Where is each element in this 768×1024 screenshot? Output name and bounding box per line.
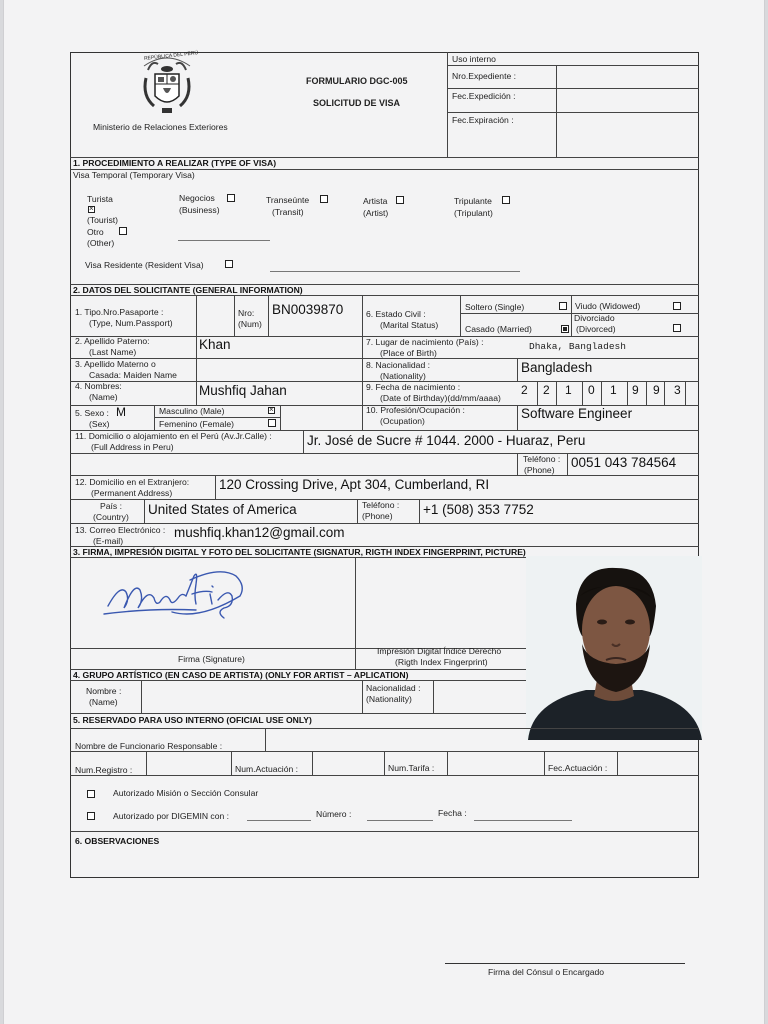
resident-visa-checkbox[interactable]: [225, 260, 233, 268]
section5-title: 5. RESERVADO PARA USO INTERNO (OFICIAL USE ONLY): [73, 715, 312, 725]
male-label: Masculino (Male): [159, 406, 225, 416]
address-abroad-label: 12. Domicilio en el Extranjero:: [75, 477, 190, 487]
form-title: SOLICITUD DE VISA: [313, 98, 401, 108]
birth-date-digit[interactable]: 0: [588, 383, 595, 397]
artist-nationality-label: Nacionalidad :: [366, 683, 421, 693]
tripulant-label: Tripulante: [454, 196, 492, 206]
other-sublabel: (Other): [87, 238, 115, 248]
passport-number-value[interactable]: BN0039870: [272, 302, 344, 317]
signature-label: Firma (Signature): [178, 654, 245, 664]
digemin-checkbox[interactable]: [87, 812, 95, 820]
phone-abroad-value[interactable]: +1 (508) 353 7752: [423, 502, 534, 517]
passport-num-label: Nro:: [238, 308, 255, 318]
female-label: Femenino (Female): [159, 419, 234, 429]
birth-date-digit[interactable]: 2: [521, 383, 528, 397]
last-name-sublabel: (Last Name): [89, 347, 137, 357]
phone-abroad-sublabel: (Phone): [362, 511, 393, 521]
address-peru-label: 11. Domicilio o alojamiento en el Perú (Av.Jr.Calle) :: [75, 431, 272, 441]
maiden-name-label: 3. Apellido Materno o: [75, 359, 156, 369]
expiry-date-label: Fec.Expiración :: [452, 115, 514, 125]
other-checkbox[interactable]: [119, 227, 127, 235]
resident-visa-label: Visa Residente (Resident Visa): [85, 260, 204, 270]
phone-peru-label: Teléfono :: [523, 454, 561, 464]
artist-name-sublabel: (Name): [89, 697, 118, 707]
peru-coat-of-arms-icon: [138, 52, 196, 118]
birth-date-digit[interactable]: 2: [543, 383, 550, 397]
passport-label: 1. Tipo.Nro.Pasaporte :: [75, 307, 164, 317]
other-label: Otro: [87, 227, 104, 237]
artist-name-label: Nombre :: [86, 686, 122, 696]
sex-sublabel: (Sex): [89, 419, 110, 429]
sex-label: 5. Sexo :: [75, 408, 109, 418]
fingerprint-sublabel: (Rigth Index Fingerprint): [395, 657, 488, 667]
date-label: Fecha :: [438, 808, 467, 818]
divorced-sublabel: (Divorced): [576, 324, 616, 334]
marital-sublabel: (Marital Status): [380, 320, 439, 330]
crest-caption: REPÚBLICA DEL PERÚ: [143, 50, 199, 62]
email-sublabel: (E-mail): [93, 536, 124, 546]
section3-title: 3. FIRMA, IMPRESIÓN DIGITAL Y FOTO DEL SOLICITANTE (SIGNATUR, RIGTH INDEX FINGERPRINT, PICTURE): [73, 547, 526, 557]
consular-label: Autorizado Misión o Sección Consular: [113, 788, 259, 798]
marital-label: 6. Estado Civil :: [366, 309, 426, 319]
transit-sublabel: (Transit): [272, 207, 304, 217]
artist-sublabel: (Artist): [363, 208, 389, 218]
birth-place-sublabel: (Place of Birth): [380, 348, 437, 358]
business-label: Negocios: [179, 193, 215, 203]
applicant-signature: [100, 562, 250, 624]
birth-place-label: 7. Lugar de nacimiento (País) :: [366, 337, 484, 347]
names-value[interactable]: Mushfiq Jahan: [199, 383, 287, 398]
artist-checkbox[interactable]: [396, 196, 404, 204]
address-peru-sublabel: (Full Address in Peru): [91, 442, 174, 452]
birth-date-digit[interactable]: 9: [632, 383, 639, 397]
fingerprint-label: Impresión Digital Índice Derecho: [377, 646, 502, 656]
issue-date-label: Fec.Expedición :: [452, 91, 516, 101]
phone-abroad-label: Teléfono :: [362, 500, 400, 510]
names-sublabel: (Name): [89, 392, 118, 402]
widowed-label: Viudo (Widowed): [575, 301, 641, 311]
male-checkbox[interactable]: [268, 407, 275, 414]
names-label: 4. Nombres:: [75, 381, 122, 391]
single-checkbox[interactable]: [559, 302, 567, 310]
file-number-label: Nro.Expediente :: [452, 71, 517, 81]
section2-title: 2. DATOS DEL SOLICITANTE (GENERAL INFORMATION): [73, 285, 303, 295]
tripulant-checkbox[interactable]: [502, 196, 510, 204]
address-abroad-value[interactable]: 120 Crossing Drive, Apt 304, Cumberland, RI: [219, 477, 490, 492]
occupation-value[interactable]: Software Engineer: [521, 406, 633, 421]
birth-date-digit[interactable]: 9: [653, 383, 660, 397]
passport-num-sublabel: (Num): [238, 319, 262, 329]
consul-signature-label: Firma del Cónsul o Encargado: [488, 967, 605, 977]
artist-nationality-sublabel: (Nationality): [366, 694, 412, 704]
phone-peru-sublabel: (Phone): [524, 465, 555, 475]
birth-date-digit[interactable]: 1: [610, 383, 617, 397]
business-sublabel: (Business): [179, 205, 220, 215]
single-label: Soltero (Single): [465, 302, 525, 312]
address-peru-value[interactable]: Jr. José de Sucre # 1044. 2000 - Huaraz, Peru: [307, 433, 586, 448]
internal-use-label: Uso interno: [452, 54, 496, 64]
business-checkbox[interactable]: [227, 194, 235, 202]
sex-value[interactable]: M: [116, 405, 126, 419]
female-checkbox[interactable]: [268, 419, 276, 427]
email-label: 13. Correo Electrónico :: [75, 525, 166, 535]
consular-checkbox[interactable]: [87, 790, 95, 798]
country-sublabel: (Country): [93, 512, 129, 522]
divorced-checkbox[interactable]: [673, 324, 681, 332]
country-value[interactable]: United States of America: [148, 502, 297, 517]
last-name-label: 2. Apellido Paterno:: [75, 336, 150, 346]
married-checkbox[interactable]: [561, 325, 569, 333]
section1-title: 1. PROCEDIMIENTO A REALIZAR (TYPE OF VISA): [73, 158, 277, 168]
email-value[interactable]: mushfiq.khan12@gmail.com: [174, 525, 345, 540]
registry-label: Num.Registro :: [75, 765, 133, 775]
digemin-label: Autorizado por DIGEMIN con :: [113, 811, 230, 821]
officer-label: Nombre de Funcionario Responsable :: [75, 741, 223, 751]
number-label: Número :: [316, 809, 352, 819]
transit-label: Transeúnte: [266, 195, 310, 205]
tourist-sublabel: (Tourist): [87, 215, 119, 225]
nationality-value[interactable]: Bangladesh: [521, 360, 593, 375]
last-name-value[interactable]: Khan: [199, 337, 231, 352]
action-date-label: Fec.Actuación :: [548, 763, 608, 773]
maiden-name-sublabel: Casada: Maiden Name: [89, 370, 177, 380]
tourist-label: Turista: [87, 194, 113, 204]
divorced-label: Divorciado: [574, 313, 615, 323]
country-label: País :: [100, 501, 122, 511]
applicant-photo: [526, 556, 702, 740]
address-abroad-sublabel: (Permanent Address): [91, 488, 173, 498]
widowed-checkbox[interactable]: [673, 302, 681, 310]
birth-place-value[interactable]: Dhaka, Bangladesh: [529, 341, 626, 352]
section4-title: 4. GRUPO ARTÍSTICO (EN CASO DE ARTISTA) (ONLY FOR ARTIST – APLICATION): [73, 670, 409, 680]
form-code: FORMULARIO DGC-005: [306, 76, 408, 86]
nationality-sublabel: (Nationality): [380, 371, 426, 381]
transit-checkbox[interactable]: [320, 195, 328, 203]
married-label: Casado (Married): [465, 324, 532, 334]
artist-label: Artista: [363, 196, 388, 206]
birth-date-label: 9. Fecha de nacimiento :: [366, 382, 461, 392]
temporary-visa-label: Visa Temporal (Temporary Visa): [73, 170, 195, 180]
phone-peru-value[interactable]: 0051 043 784564: [571, 455, 677, 470]
birth-date-sublabel: (Date of Birthday)(dd/mm/aaaa): [380, 393, 501, 403]
ministry-name: Ministerio de Relaciones Exteriores: [93, 122, 228, 132]
tripulant-sublabel: (Tripulant): [454, 208, 493, 218]
occupation-sublabel: (Ocupation): [380, 416, 425, 426]
action-number-label: Num.Actuación :: [235, 764, 299, 774]
section6-title: 6. OBSERVACIONES: [75, 836, 160, 846]
birth-date-digit[interactable]: 3: [674, 383, 681, 397]
birth-date-digit[interactable]: 1: [565, 383, 572, 397]
nationality-label: 8. Nacionalidad :: [366, 360, 431, 370]
occupation-label: 10. Profesión/Ocupación :: [366, 405, 465, 415]
fee-number-label: Num.Tarifa :: [388, 763, 435, 773]
passport-sublabel: (Type, Num.Passport): [89, 318, 173, 328]
tourist-checkbox[interactable]: [88, 206, 95, 213]
